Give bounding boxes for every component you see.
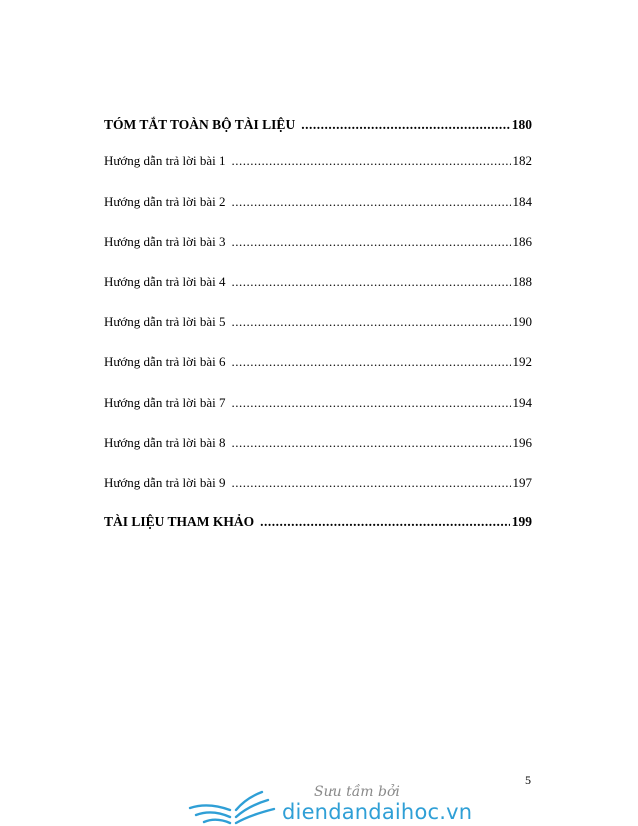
toc-entry-page: 182 — [512, 153, 532, 168]
toc-entry-title: TÀI LIỆU THAM KHẢO — [104, 514, 255, 529]
toc-entry-page: 190 — [512, 314, 532, 329]
toc-dot-leader — [232, 151, 511, 171]
toc-dot-leader — [232, 272, 511, 292]
toc-entry-page: 197 — [512, 475, 532, 490]
toc-entry[interactable] — [104, 115, 532, 135]
toc-entry-title: Hướng dẫn trả lời bài 3 — [104, 234, 226, 249]
toc-dot-leader — [260, 512, 510, 532]
toc-entry-title: Hướng dẫn trả lời bài 1 — [104, 153, 226, 168]
open-book-logo-icon — [186, 784, 282, 826]
toc-entry[interactable] — [104, 512, 532, 532]
toc-entry[interactable] — [104, 192, 532, 212]
watermark-caption: Sưu tầm bởi — [314, 784, 400, 800]
watermark-site-name: diendandaihoc.vn — [282, 800, 473, 824]
toc-dot-leader — [232, 312, 511, 332]
toc-entry-page: 192 — [512, 354, 532, 369]
watermark — [186, 784, 486, 826]
toc-entry-title: Hướng dẫn trả lời bài 6 — [104, 354, 226, 369]
toc-entry[interactable] — [104, 433, 532, 453]
toc-entry-title: Hướng dẫn trả lời bài 5 — [104, 314, 226, 329]
toc-dot-leader — [232, 232, 511, 252]
toc-entry-title: Hướng dẫn trả lời bài 2 — [104, 194, 226, 209]
toc-dot-leader — [232, 352, 511, 372]
toc-entry[interactable] — [104, 393, 532, 413]
toc-entry-page: 199 — [511, 514, 532, 529]
toc-entry-page: 196 — [512, 435, 532, 450]
toc-entry-page: 194 — [512, 395, 532, 410]
toc-entry[interactable] — [104, 473, 532, 493]
toc-entry[interactable] — [104, 232, 532, 252]
toc-entry-page: 184 — [512, 194, 532, 209]
toc-entry-page: 186 — [512, 234, 532, 249]
toc-entry[interactable] — [104, 352, 532, 372]
toc-entry-title: Hướng dẫn trả lời bài 4 — [104, 274, 226, 289]
toc-entry[interactable] — [104, 272, 532, 292]
toc-dot-leader — [301, 115, 510, 135]
toc-dot-leader — [232, 192, 511, 212]
toc-entry-title: TÓM TẮT TOÀN BỘ TÀI LIỆU — [104, 117, 296, 132]
toc-dot-leader — [232, 433, 511, 453]
toc-entry-title: Hướng dẫn trả lời bài 9 — [104, 475, 226, 490]
toc-entry-title: Hướng dẫn trả lời bài 7 — [104, 395, 226, 410]
toc-entry[interactable] — [104, 312, 532, 332]
page-number: 5 — [525, 773, 531, 787]
toc-entry-page: 180 — [511, 117, 532, 132]
toc-dot-leader — [232, 393, 511, 413]
toc-entry-title: Hướng dẫn trả lời bài 8 — [104, 435, 226, 450]
toc-entry[interactable] — [104, 151, 532, 171]
toc-entry-page: 188 — [512, 274, 532, 289]
toc-dot-leader — [232, 473, 511, 493]
